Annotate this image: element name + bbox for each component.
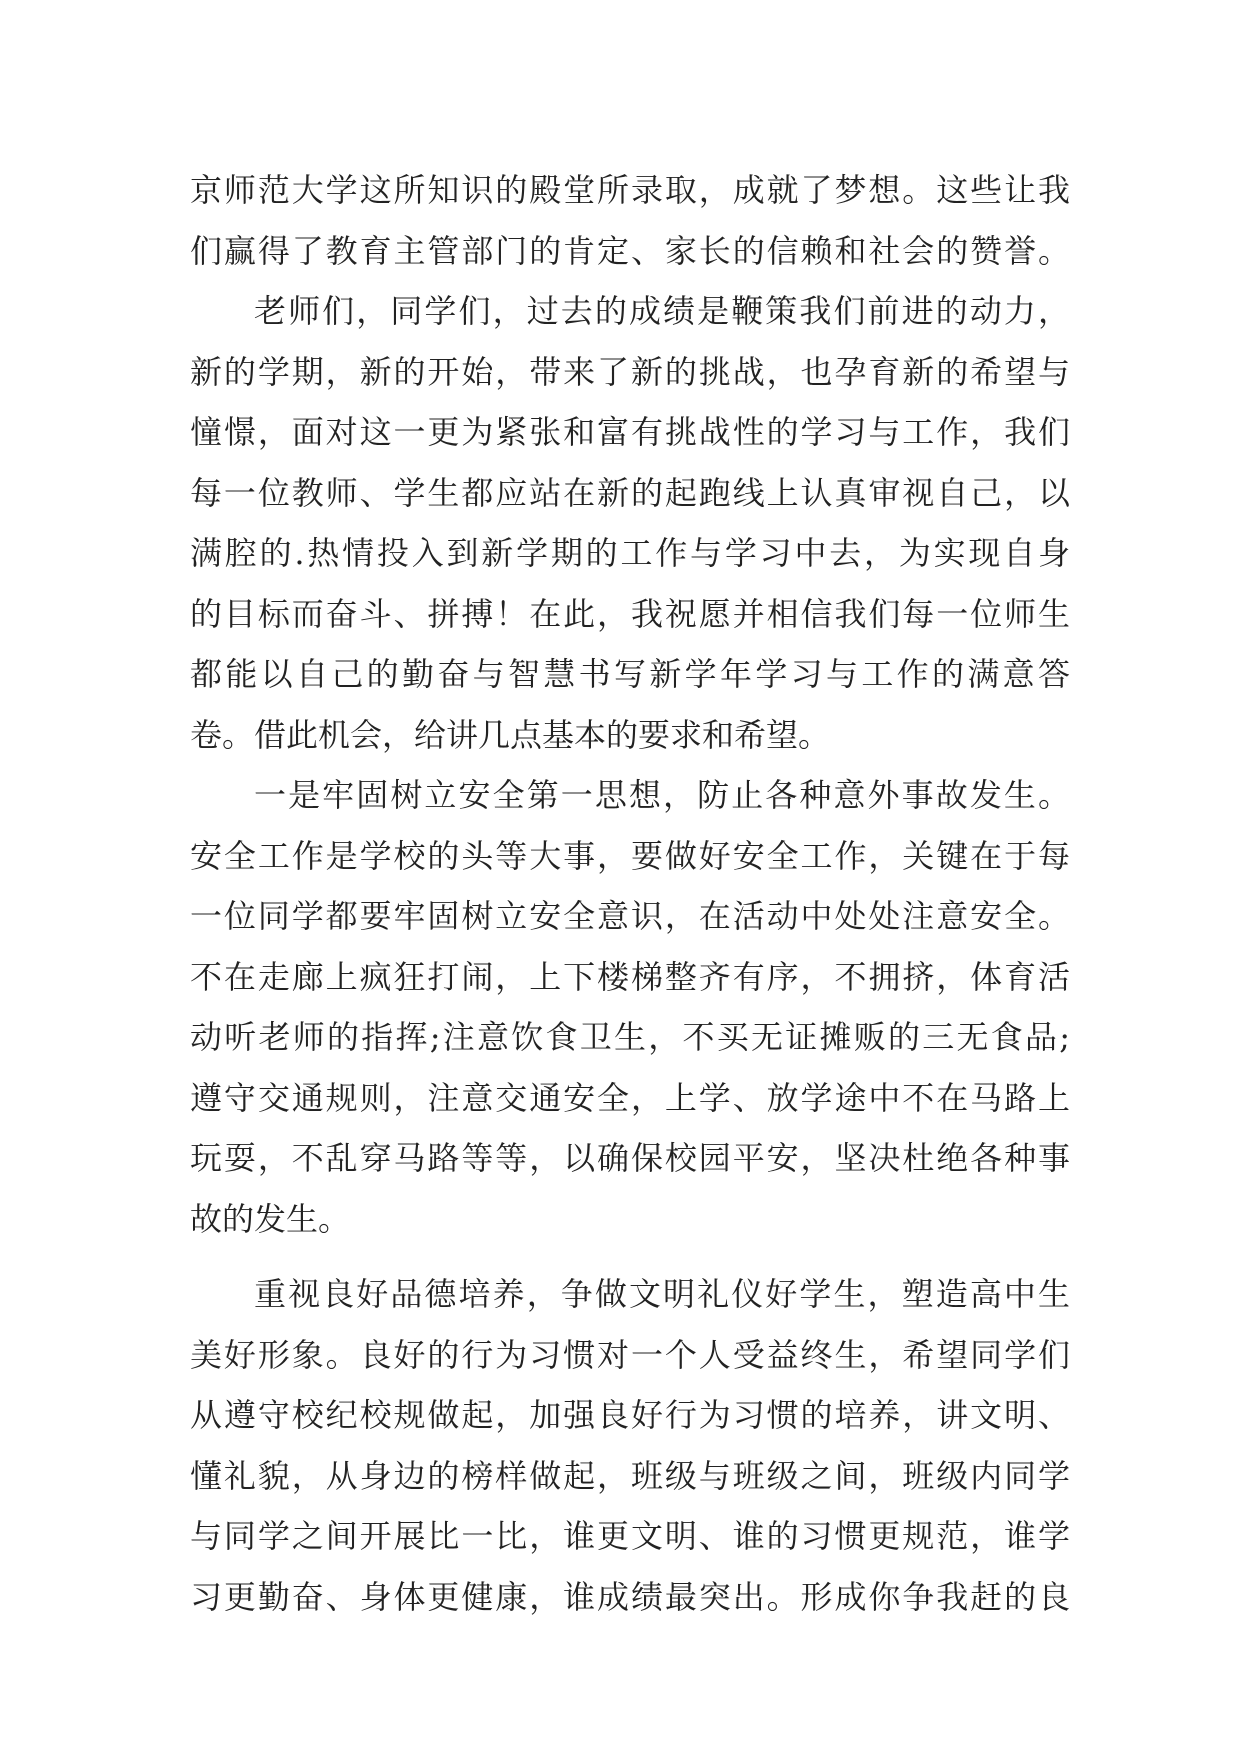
paragraph-line: 从遵守校纪校规做起，加强良好行为习惯的培养，讲文明、 <box>190 1396 1070 1434</box>
paragraph-line: 不在走廊上疯狂打闹，上下楼梯整齐有序，不拥挤，体育活 <box>190 957 1070 996</box>
paragraph-line: 卷。借此机会，给讲几点基本的要求和希望。 <box>190 715 831 754</box>
paragraph-line: 的目标而奋斗、拼搏！在此，我祝愿并相信我们每一位师生 <box>190 594 1070 633</box>
paragraph-line: 老师们，同学们，过去的成绩是鞭策我们前进的动力， <box>254 292 1070 330</box>
paragraph-line: 懂礼貌，从身边的榜样做起，班级与班级之间，班级内同学 <box>190 1456 1070 1495</box>
paragraph-line: 动听老师的指挥;注意饮食卫生，不买无证摊贩的三无食品; <box>190 1018 1070 1056</box>
paragraph-line: 憧憬，面对这一更为紧张和富有挑战性的学习与工作，我们 <box>190 413 1070 451</box>
paragraph-line: 安全工作是学校的头等大事，要做好安全工作，关键在于每 <box>190 836 1070 875</box>
paragraph-line: 都能以自己的勤奋与智慧书写新学年学习与工作的满意答 <box>190 655 1070 693</box>
paragraph-line: 新的学期，新的开始，带来了新的挑战，也孕育新的希望与 <box>190 352 1070 391</box>
paragraph-line: 故的发生。 <box>190 1199 351 1238</box>
paragraph-line: 遵守交通规则，注意交通安全，上学、放学途中不在马路上 <box>190 1078 1070 1117</box>
paragraph-line: 习更勤奋、身体更健康，谁成绩最突出。形成你争我赶的良 <box>190 1577 1070 1616</box>
paragraph-line: 每一位教师、学生都应站在新的起跑线上认真审视自己，以 <box>190 473 1070 512</box>
paragraph-line: 与同学之间开展比一比，谁更文明、谁的习惯更规范，谁学 <box>190 1517 1070 1555</box>
paragraph-line: 一是牢固树立安全第一思想，防止各种意外事故发生。 <box>254 776 1070 814</box>
paragraph-line: 美好形象。良好的行为习惯对一个人受益终生，希望同学们 <box>190 1335 1070 1374</box>
document-body <box>190 160 1070 1627</box>
paragraph-line: 们赢得了教育主管部门的肯定、家长的信赖和社会的赞誉。 <box>190 231 1070 270</box>
paragraph-line: 玩耍，不乱穿马路等等，以确保校园平安，坚决杜绝各种事 <box>190 1139 1070 1177</box>
paragraph-line: 一位同学都要牢固树立安全意识，在活动中处处注意安全。 <box>190 897 1070 935</box>
paragraph-line: 京师范大学这所知识的殿堂所录取，成就了梦想。这些让我 <box>190 171 1070 209</box>
paragraph-line: 满腔的.热情投入到新学期的工作与学习中去，为实现自身 <box>190 534 1070 572</box>
paragraph-line: 重视良好品德培养，争做文明礼仪好学生，塑造高中生 <box>254 1275 1070 1313</box>
